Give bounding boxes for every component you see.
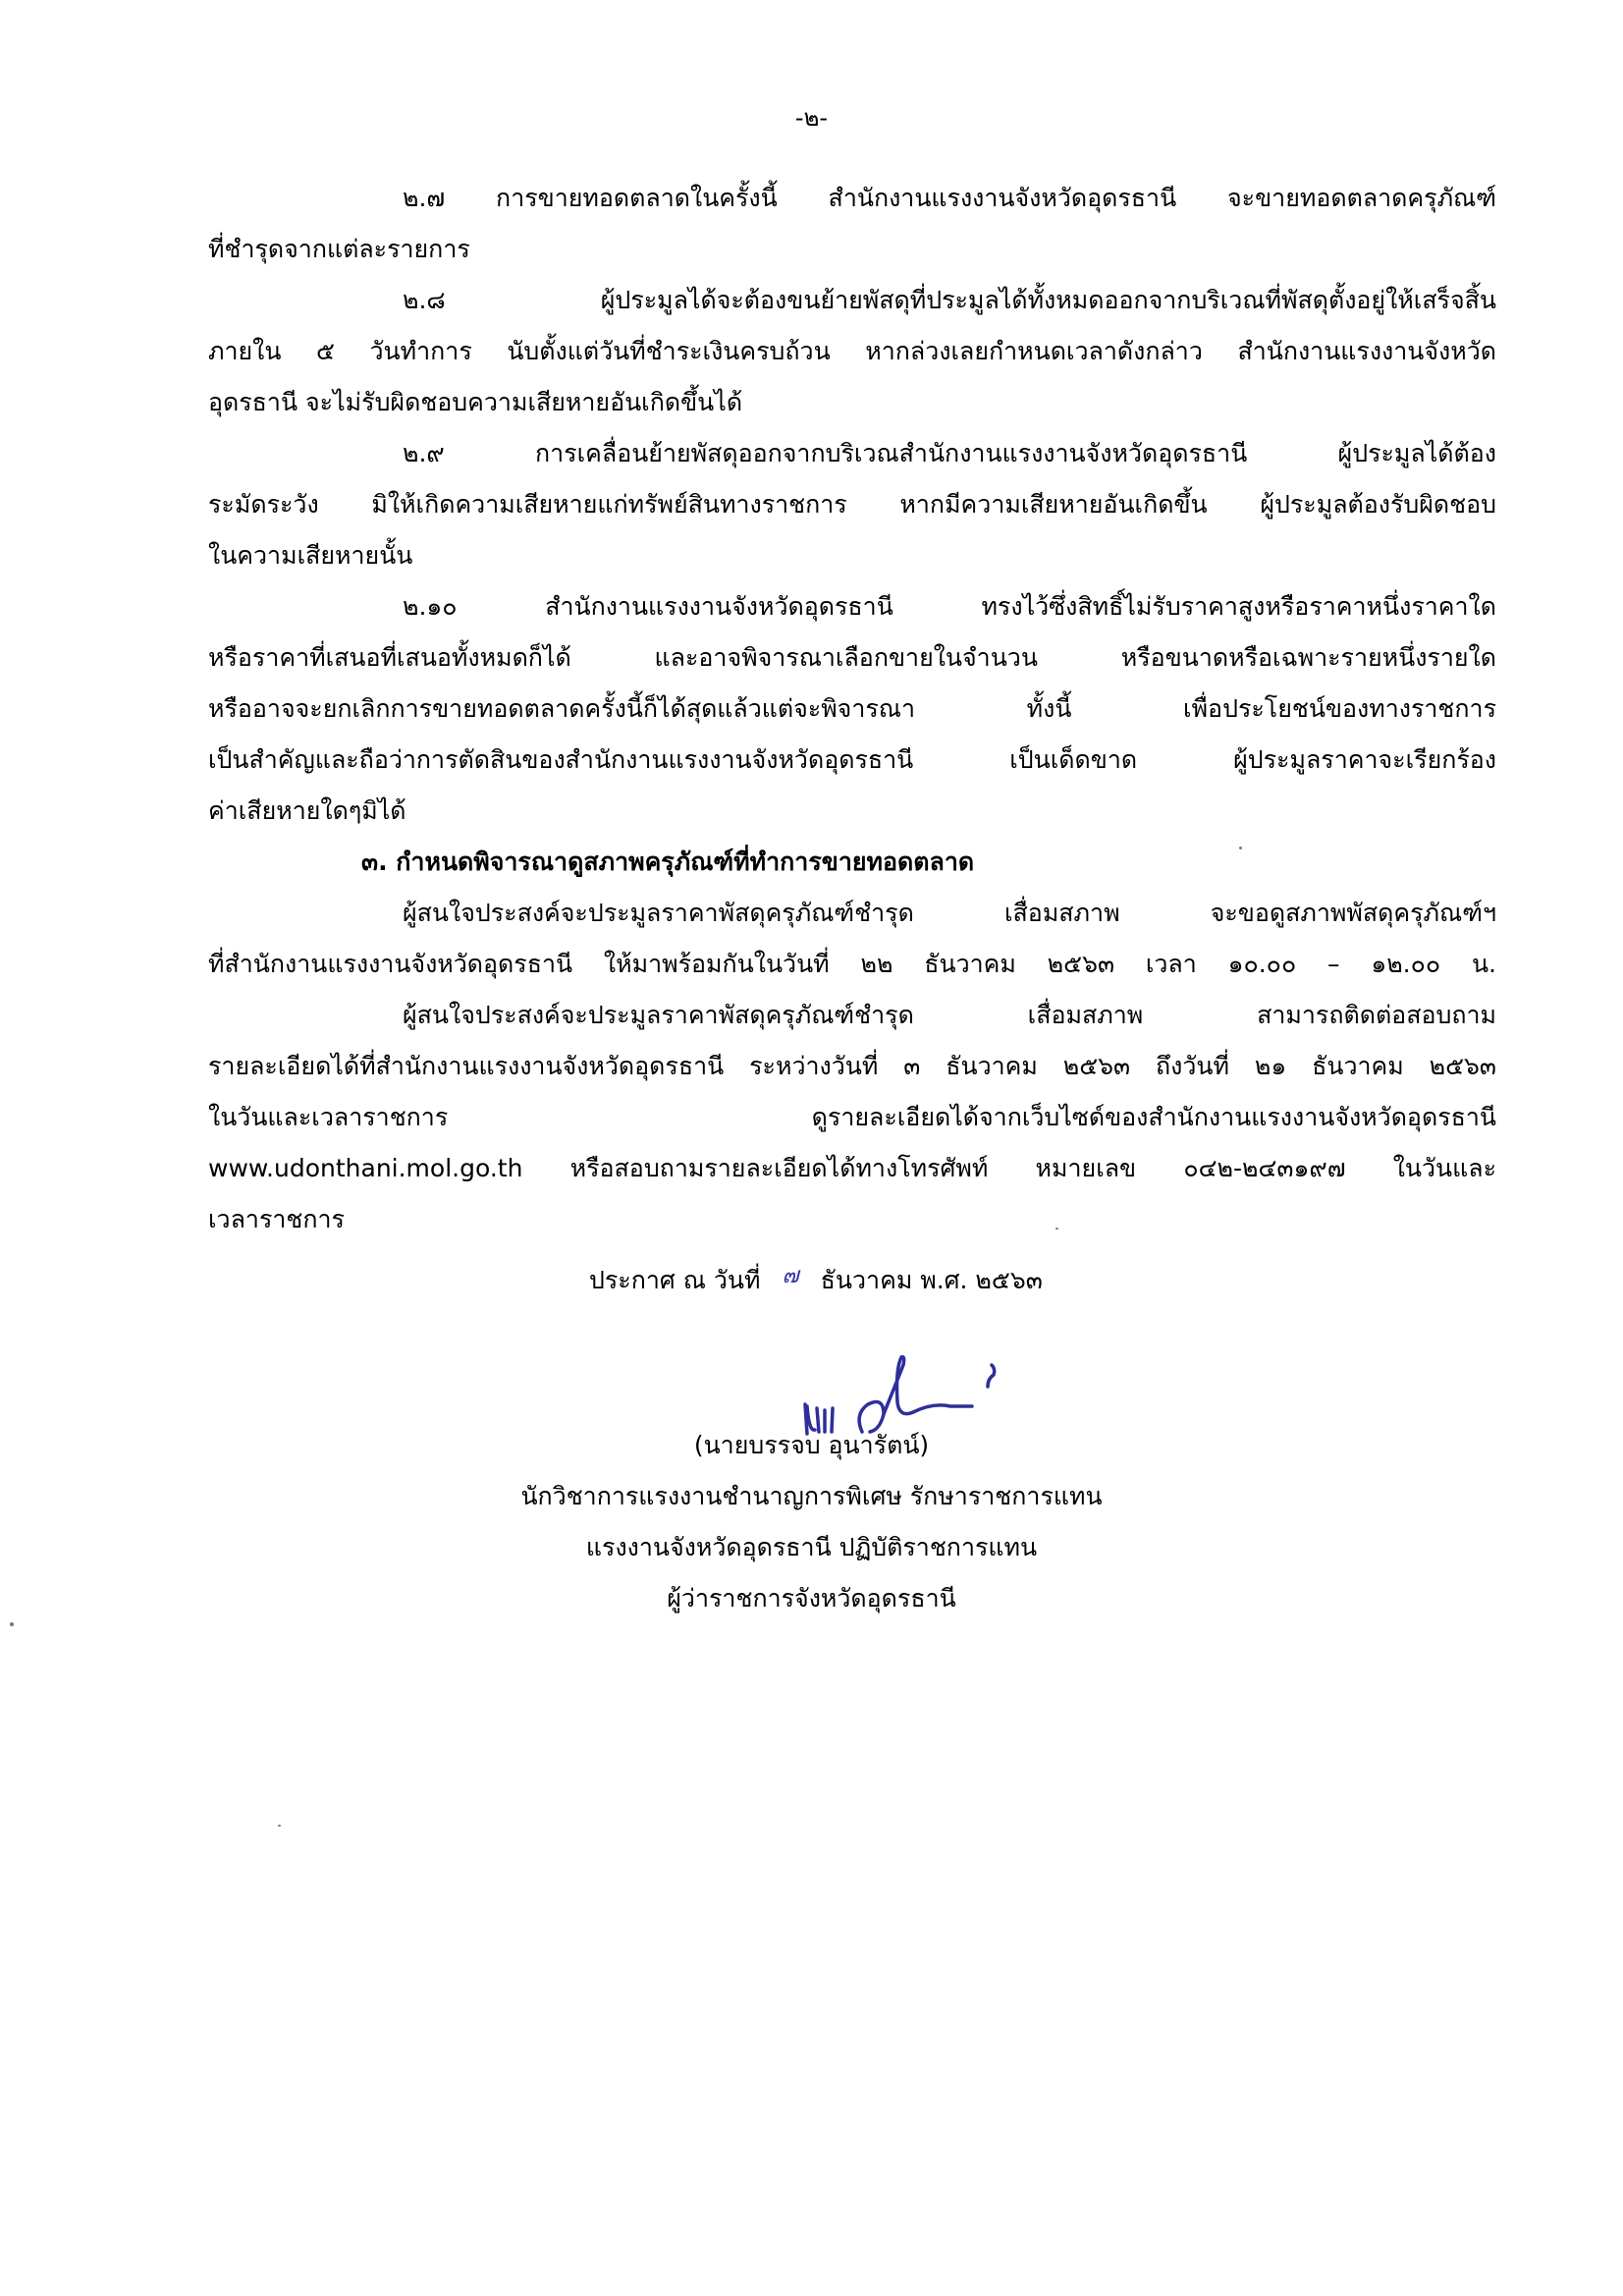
section-3-heading: ๓. กำหนดพิจารณาดูสภาพครุภัณฑ์ที่ทำการขายทอดตลาด [361, 847, 975, 876]
announcement-prefix: ประกาศ ณ วันที่ [589, 1266, 761, 1294]
scan-speck [10, 1622, 14, 1626]
clause-2-8-line-3: อุดรธานี จะไม่รับผิดชอบความเสียหายอันเกิดขึ้นได้ [208, 388, 743, 416]
clause-2-10-line-1: ๒.๑๐ สำนักงานแรงงานจังหวัดอุดรธานี ทรงไว้ซึ่งสิทธิ์ไม่รับราคาสูงหรือราคาหนึ่งราคาใด [403, 592, 1496, 621]
clause-2-9-line-2: ระมัดระวัง มิให้เกิดความเสียหายแก่ทรัพย์สินทางราชการ หากมีความเสียหายอันเกิดขึ้น ผู้ประมูลต้องรับผิดชอบ [208, 490, 1496, 519]
signatory-position-1: นักวิชาการแรงงานชำนาญการพิเศษ รักษาราชการแทน [520, 1482, 1103, 1510]
clause-2-7-line-2: ที่ชำรุดจากแต่ละรายการ [208, 235, 470, 263]
section-3b-line-4: www.udonthani.mol.go.th หรือสอบถามรายละเอียดได้ทางโทรศัพท์ หมายเลข ๐๔๒-๒๔๓๑๙๗ ในวันและ [208, 1154, 1496, 1182]
clause-2-7-line-1: ๒.๗ การขายทอดตลาดในครั้งนี้ สำนักงานแรงงานจังหวัดอุดรธานี จะขายทอดตลาดครุภัณฑ์ [403, 184, 1496, 212]
scan-speck [278, 1825, 281, 1827]
clause-2-9-line-3: ในความเสียหายนั้น [208, 541, 413, 570]
announcement-suffix: ธันวาคม พ.ศ. ๒๕๖๓ [820, 1266, 1043, 1294]
section-3a-line-1: ผู้สนใจประสงค์จะประมูลราคาพัสดุครุภัณฑ์ชำรุด เสื่อมสภาพ จะขอดูสภาพพัสดุครุภัณฑ์ฯ [403, 899, 1496, 927]
announcement-day-handwritten: ๗ [782, 1263, 799, 1288]
signatory-position-3: ผู้ว่าราชการจังหวัดอุดรธานี [667, 1584, 956, 1613]
clause-2-10-line-2: หรือราคาที่เสนอที่เสนอทั้งหมดก็ได้ และอาจพิจารณาเลือกขายในจำนวน หรือขนาดหรือเฉพาะรายหนึ่งรายใด [208, 643, 1496, 672]
section-3b-line-3: ในวันและเวลาราชการ ดูรายละเอียดได้จากเว็บไซด์ของสำนักงานแรงงานจังหวัดอุดรธานี [208, 1103, 1496, 1131]
scan-speck [1239, 847, 1242, 849]
section-3a-line-2: ที่สำนักงานแรงงานจังหวัดอุดรธานี ให้มาพร้อมกันในวันที่ ๒๒ ธันวาคม ๒๕๖๓ เวลา ๑๐.๐๐ – ๑๒.๐๐ น. [208, 950, 1496, 978]
scan-speck [1055, 1228, 1058, 1230]
clause-2-8-line-2: ภายใน ๕ วันทำการ นับตั้งแต่วันที่ชำระเงินครบถ้วน หากล่วงเลยกำหนดเวลาดังกล่าว สำนักงานแรงงานจังหวัด [208, 337, 1496, 365]
clause-2-10-line-4: เป็นสำคัญและถือว่าการตัดสินของสำนักงานแรงงานจังหวัดอุดรธานี เป็นเด็ดขาด ผู้ประมูลราคาจะเรียกร้อง [208, 745, 1496, 774]
clause-2-10-line-3: หรืออาจจะยกเลิกการขายทอดตลาดครั้งนี้ก็ได้สุดแล้วแต่จะพิจารณา ทั้งนี้ เพื่อประโยชน์ของทางราชการ [208, 694, 1496, 723]
clause-2-10-line-5: ค่าเสียหายใดๆมิได้ [208, 796, 406, 825]
signatory-position-2: แรงงานจังหวัดอุดรธานี ปฏิบัติราชการแทน [585, 1533, 1038, 1561]
signatory-name: (นายบรรจบ อุนารัตน์) [693, 1431, 930, 1459]
announcement-date [589, 1255, 1043, 1307]
section-3b-line-1: ผู้สนใจประสงค์จะประมูลราคาพัสดุครุภัณฑ์ชำรุด เสื่อมสภาพ สามารถติดต่อสอบถาม [403, 1001, 1496, 1029]
clause-2-8-line-1: ๒.๘ ผู้ประมูลได้จะต้องขนย้ายพัสดุที่ประมูลได้ทั้งหมดออกจากบริเวณที่พัสดุตั้งอยู่ให้เสร็จสิ้น [403, 286, 1496, 314]
section-3b-line-2: รายละเอียดได้ที่สำนักงานแรงงานจังหวัดอุดรธานี ระหว่างวันที่ ๓ ธันวาคม ๒๕๖๓ ถึงวันที่ ๒๑ ธันวาคม ๒๕๖๓ [208, 1052, 1496, 1080]
section-3b-line-5: เวลาราชการ [208, 1205, 345, 1233]
clause-2-9-line-1: ๒.๙ การเคลื่อนย้ายพัสดุออกจากบริเวณสำนักงานแรงงานจังหวัดอุดรธานี ผู้ประมูลได้ต้อง [403, 439, 1496, 467]
page-number: -๒- [794, 104, 829, 132]
